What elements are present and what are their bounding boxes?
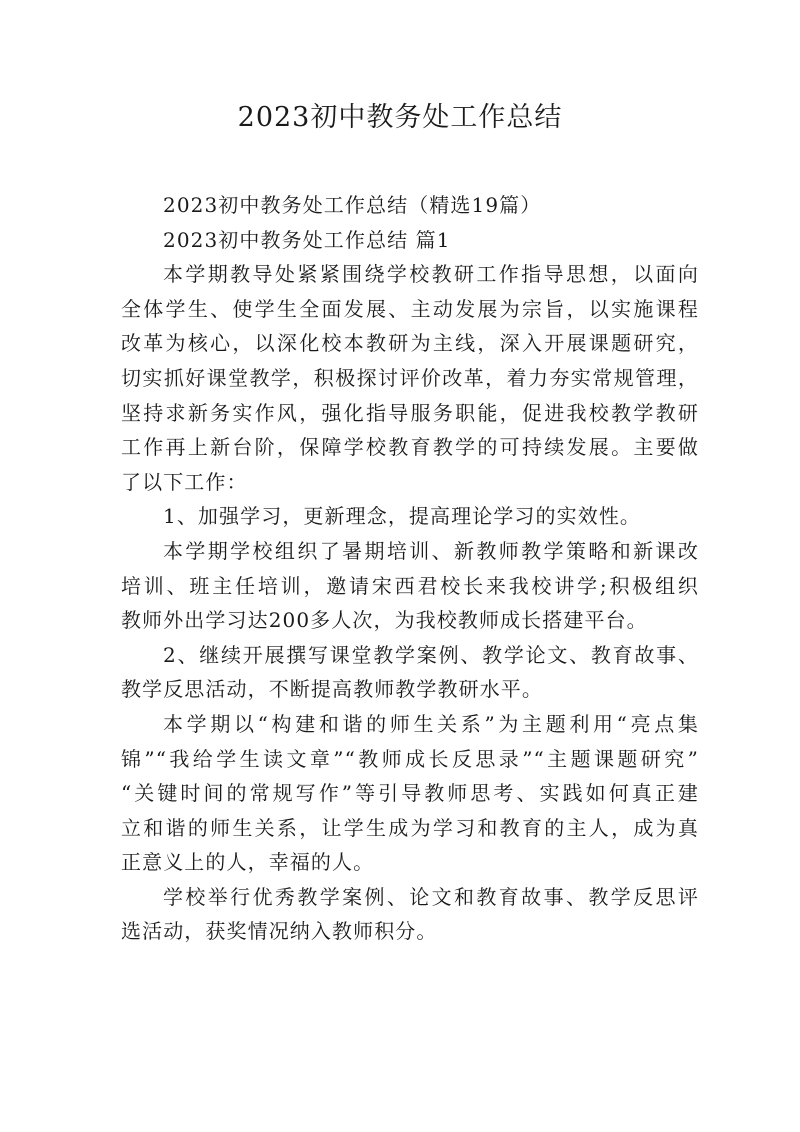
paragraph-line: 2、继续开展撰写课堂教学案例、教学论文、教育故事、 bbox=[163, 642, 699, 667]
paragraph bbox=[121, 499, 699, 534]
paragraph-line: 正意义上的人，幸福的人。 bbox=[121, 850, 375, 875]
paragraph bbox=[121, 638, 699, 707]
paragraph-line: 了以下工作： bbox=[121, 469, 248, 494]
paragraph bbox=[121, 534, 699, 638]
paragraph-line: 学校举行优秀教学案例、论文和教育故事、教学反思评 bbox=[163, 884, 699, 909]
paragraph bbox=[121, 257, 699, 499]
paragraph-line: 锦”“我给学生读文章”“教师成长反思录”“主题课题研究” bbox=[121, 746, 699, 771]
paragraph-line: 本学期教导处紧紧围绕学校教研工作指导思想，以面向 bbox=[163, 262, 699, 287]
paragraph-line: 切实抓好课堂教学，积极探讨评价改革，着力夯实常规管理， bbox=[121, 365, 699, 390]
paragraph-line: 培训、班主任培训，邀请宋西君校长来我校讲学;积极组织 bbox=[121, 573, 699, 598]
paragraph-line: 立和谐的师生关系，让学生成为学习和教育的主人，成为真 bbox=[121, 815, 699, 840]
paragraph-line: 本学期以“构建和谐的师生关系”为主题利用“亮点集 bbox=[163, 711, 699, 736]
document-body bbox=[121, 188, 699, 949]
paragraph-line: 2023初中教务处工作总结 篇1 bbox=[163, 227, 451, 252]
paragraph-line: 选活动，获奖情况纳入教师积分。 bbox=[121, 919, 438, 944]
paragraph bbox=[121, 707, 699, 880]
paragraph-line: 1、加强学习，更新理念，提高理论学习的实效性。 bbox=[163, 504, 642, 529]
paragraph-line: 教学反思活动，不断提高教师教学教研水平。 bbox=[121, 677, 543, 702]
paragraph-line: “关键时间的常规写作”等引导教师思考、实践如何真正建 bbox=[121, 781, 699, 806]
paragraph-line: 工作再上新台阶，保障学校教育教学的可持续发展。主要做 bbox=[121, 435, 699, 460]
document-title: 2023初中教务处工作总结 bbox=[237, 102, 563, 133]
paragraph bbox=[121, 880, 699, 949]
paragraph-line: 改革为核心，以深化校本教研为主线，深入开展课题研究， bbox=[121, 331, 699, 356]
paragraph-line: 本学期学校组织了暑期培训、新教师教学策略和新课改 bbox=[163, 538, 699, 563]
paragraph bbox=[121, 188, 699, 223]
paragraph bbox=[121, 223, 699, 258]
paragraph-line: 2023初中教务处工作总结（精选19篇） bbox=[163, 193, 542, 217]
paragraph-line: 坚持求新务实作风，强化指导服务职能，促进我校教学教研 bbox=[121, 400, 699, 425]
paragraph-line: 全体学生、使学生全面发展、主动发展为宗旨，以实施课程 bbox=[121, 296, 699, 321]
paragraph-line: 教师外出学习达200多人次，为我校教师成长搭建平台。 bbox=[121, 608, 648, 633]
